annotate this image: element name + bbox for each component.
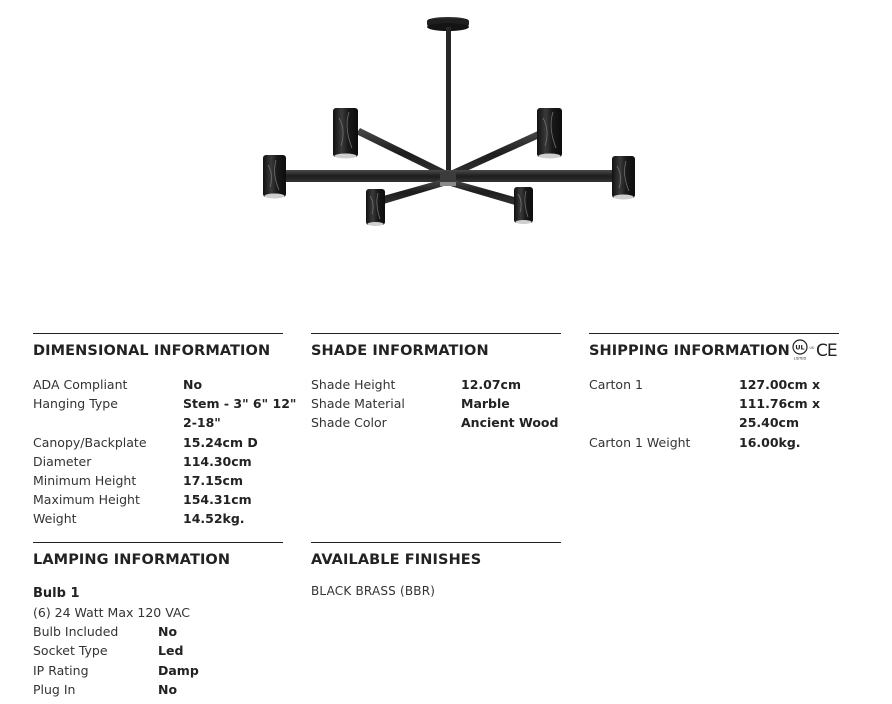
- spec-value: No: [158, 624, 178, 640]
- shade-title: SHADE INFORMATION: [311, 343, 489, 359]
- svg-text:US: US: [809, 346, 814, 350]
- spec-label: Weight: [33, 511, 77, 527]
- spec-row-canopy: [33, 433, 283, 452]
- spec-value: 12.07cm: [461, 377, 521, 392]
- spec-row-diameter: [33, 452, 283, 471]
- finishes-section: [311, 542, 561, 601]
- spec-label: Canopy/Backplate: [33, 434, 147, 450]
- stem: [446, 27, 451, 179]
- spec-label: Hanging Type: [33, 396, 118, 412]
- spec-row-bulb-included: [33, 622, 283, 641]
- product-image: [0, 0, 892, 300]
- spec-row-shade-color: [311, 413, 561, 432]
- spec-label: Maximum Height: [33, 492, 140, 508]
- spec-row-min-height: [33, 471, 283, 490]
- spec-row-hanging-type: [33, 394, 297, 432]
- spec-label: IP Rating: [33, 662, 89, 678]
- spec-label: Bulb Included: [33, 624, 119, 640]
- dimensional-section: [33, 333, 297, 529]
- spec-value: 14.52kg.: [183, 511, 245, 527]
- spec-value: No: [183, 377, 203, 392]
- spec-row-weight: [33, 509, 283, 528]
- spec-value: 15.24cm D: [183, 434, 258, 450]
- spec-row-shade-material: [311, 394, 561, 413]
- svg-text:LISTED: LISTED: [793, 356, 807, 361]
- spec-value: Marble: [461, 396, 510, 412]
- spec-row-ip-rating: [33, 661, 283, 680]
- ul-listed-icon: [793, 340, 814, 361]
- spec-label: Diameter: [33, 453, 92, 469]
- shade-section: [311, 333, 561, 433]
- spec-value: 17.15cm: [183, 473, 243, 489]
- spec-value: 154.31cm: [183, 492, 252, 508]
- ce-mark-icon: CE: [816, 341, 837, 361]
- spec-row-max-height: [33, 490, 283, 509]
- spec-value: No: [158, 681, 178, 697]
- certification-logos: [790, 339, 846, 361]
- svg-text:UL: UL: [795, 343, 805, 352]
- dimensional-rows: [33, 375, 297, 529]
- spec-row-socket-type: [33, 641, 283, 660]
- dimensional-title: DIMENSIONAL INFORMATION: [33, 343, 271, 359]
- spec-value: Damp: [158, 662, 199, 678]
- spec-value: 16.00kg.: [739, 434, 801, 450]
- shade-rows: [311, 375, 561, 433]
- spec-value: Stem - 3" 6" 12" 2-18": [183, 396, 297, 431]
- section-divider: [311, 333, 561, 334]
- spec-label: Minimum Height: [33, 473, 137, 489]
- spec-label: Plug In: [33, 681, 76, 697]
- spec-label: Shade Color: [311, 415, 387, 431]
- lamping-title: LAMPING INFORMATION: [33, 552, 231, 568]
- spec-label: Socket Type: [33, 643, 108, 659]
- spec-label: Carton 1 Weight: [589, 434, 691, 450]
- bulb-description: (6) 24 Watt Max 120 VAC: [33, 605, 191, 620]
- spec-value: 114.30cm: [183, 453, 252, 469]
- shipping-rows: [589, 375, 839, 452]
- shipping-title: SHIPPING INFORMATION: [589, 343, 790, 359]
- spec-label: Shade Height: [311, 377, 396, 392]
- spec-row-shade-height: [311, 375, 561, 394]
- spec-row-ada: [33, 375, 283, 394]
- lamping-section: [33, 542, 283, 699]
- spec-label: ADA Compliant: [33, 377, 128, 392]
- spec-row-carton-1: [589, 375, 839, 433]
- spec-label: Shade Material: [311, 396, 405, 412]
- lamping-rows: [33, 622, 283, 699]
- finishes-title: AVAILABLE FINISHES: [311, 552, 482, 568]
- spec-value: 127.00cm x 111.76cm x 25.40cm: [739, 377, 821, 431]
- spec-label: Carton 1: [589, 377, 643, 392]
- bulb-title: Bulb 1: [33, 586, 80, 601]
- section-divider: [33, 333, 283, 334]
- spec-row-carton-1-weight: [589, 433, 839, 452]
- finish-item: BLACK BRASS (BBR): [311, 584, 436, 598]
- section-divider: [589, 333, 839, 334]
- spec-value: Ancient Wood: [461, 415, 559, 431]
- spec-value: Led: [158, 643, 184, 659]
- section-divider: [33, 542, 283, 543]
- spec-row-plug-in: [33, 680, 283, 699]
- section-divider: [311, 542, 561, 543]
